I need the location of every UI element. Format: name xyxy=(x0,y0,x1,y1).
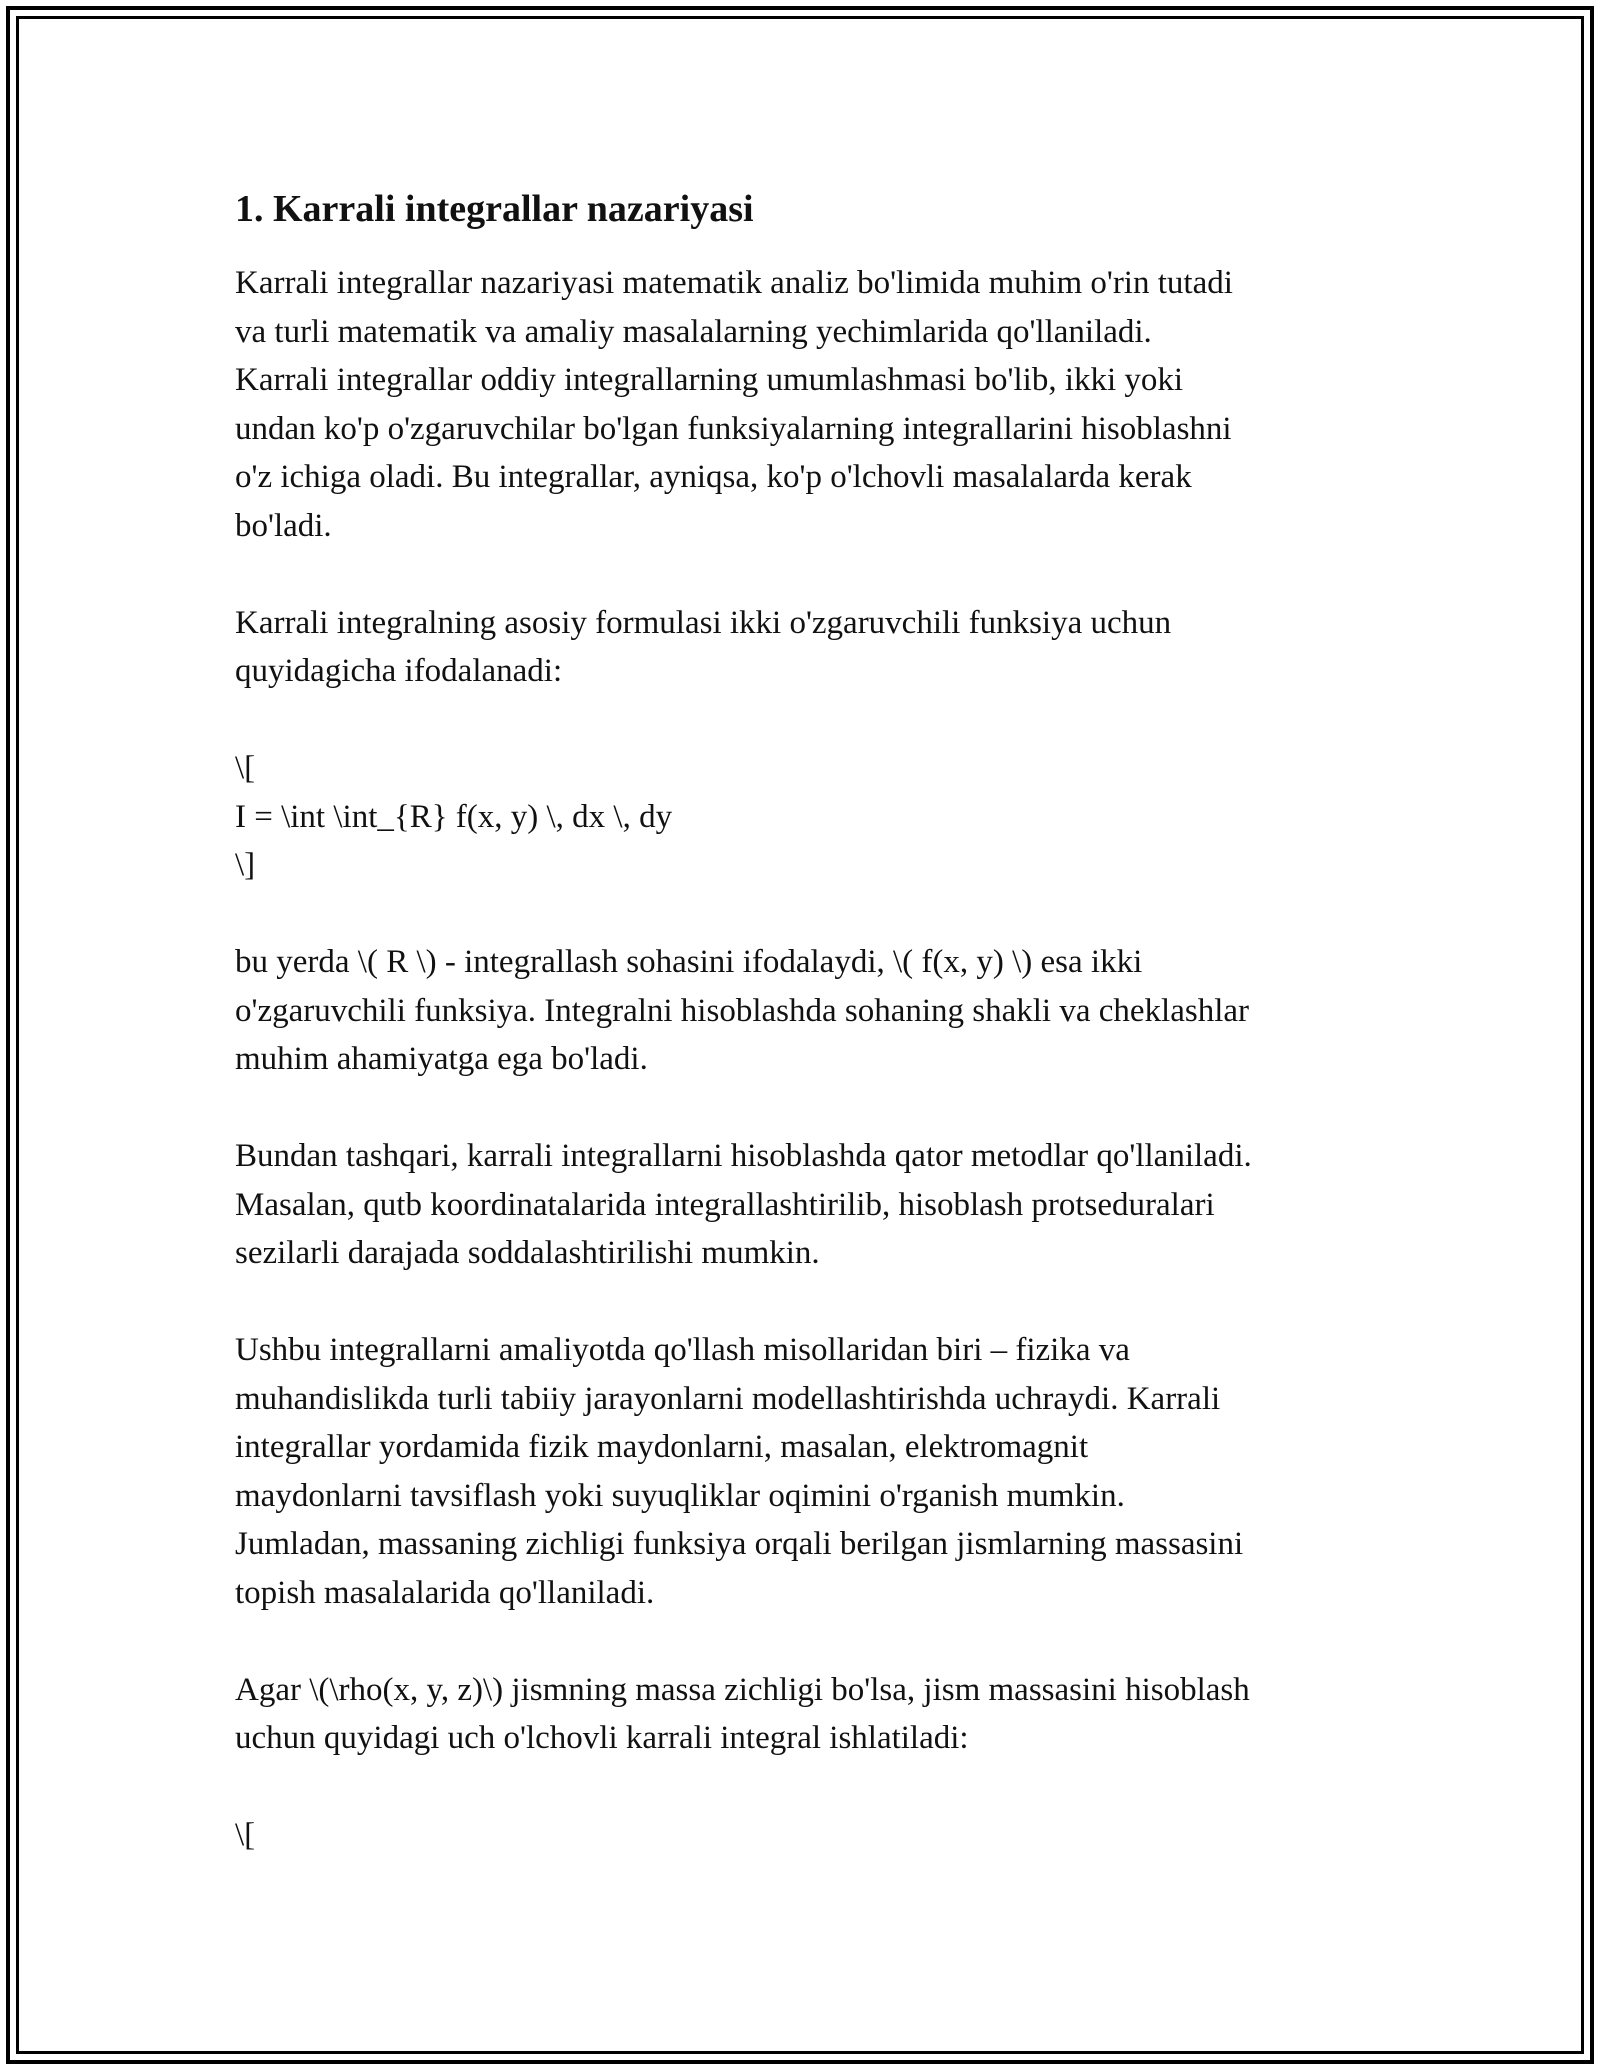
text-line: muhandislikda turli tabiiy jarayonlarni modellashtirishda uchraydi. Karrali xyxy=(235,1380,1221,1417)
text-line: o'z ichiga oladi. Bu integrallar, ayniqsa, ko'p o'lchovli masalalarda kerak xyxy=(235,459,1192,495)
formula-line: \] xyxy=(235,847,256,883)
formula-intro-paragraph xyxy=(235,599,1385,696)
text-line: integrallar yordamida fizik maydonlarni, masalan, elektromagnit xyxy=(235,1429,1089,1465)
section-heading: 1. Karrali integrallar nazariyasi xyxy=(235,188,754,230)
text-line: Agar \(\rho(x, y, z)\) jismning massa zichligi bo'lsa, jism massasini hisoblash xyxy=(235,1671,1250,1708)
text-line: maydonlarni tavsiflash yoki suyuqliklar oqimini o'rganish mumkin. xyxy=(235,1477,1125,1514)
formula-line: \[ xyxy=(235,1817,256,1853)
double-integral-formula xyxy=(235,744,1385,890)
text-line: uchun quyidagi uch o'lchovli karrali integral ishlatiladi: xyxy=(235,1720,969,1756)
text-line: undan ko'p o'zgaruvchilar bo'lgan funksiyalarning integrallarini hisoblashni xyxy=(235,410,1232,447)
triple-integral-formula-start xyxy=(235,1811,1385,1860)
density-paragraph xyxy=(235,1666,1385,1763)
methods-paragraph xyxy=(235,1132,1385,1278)
text-line: bo'ladi. xyxy=(235,507,332,544)
text-line: Masalan, qutb koordinatalarida integrallashtirilib, hisoblash protseduralari xyxy=(235,1186,1215,1223)
text-line: bu yerda \( R \) - integrallash sohasini ifodalaydi, \( f(x, y) \) esa ikki xyxy=(235,944,1143,980)
text-line: topish masalalarida qo'llaniladi. xyxy=(235,1574,655,1611)
text-line: muhim ahamiyatga ega bo'ladi. xyxy=(235,1041,648,1077)
text-line: Karrali integrallar nazariyasi matematik analiz bo'limida muhim o'rin tutadi xyxy=(235,265,1233,301)
text-line: Bundan tashqari, karrali integrallarni hisoblashda qator metodlar qo'llaniladi. xyxy=(235,1138,1252,1174)
applications-paragraph xyxy=(235,1326,1385,1617)
text-line: Jumladan, massaning zichligi funksiya orqali berilgan jismlarning massasini xyxy=(235,1526,1244,1562)
text-line: o'zgaruvchili funksiya. Integralni hisoblashda sohaning shakli va cheklashlar xyxy=(235,992,1250,1029)
text-line: Ushbu integrallarni amaliyotda qo'llash misollaridan biri – fizika va xyxy=(235,1332,1130,1368)
text-line: va turli matematik va amaliy masalalarning yechimlarida qo'llaniladi. xyxy=(235,313,1152,350)
text-line: quyidagicha ifodalanadi: xyxy=(235,653,563,689)
intro-paragraph xyxy=(235,259,1385,550)
formula-explanation-paragraph xyxy=(235,938,1385,1084)
formula-line: I = \int \int_{R} f(x, y) \, dx \, dy xyxy=(235,798,673,835)
text-line: sezilarli darajada soddalashtirilishi mumkin. xyxy=(235,1235,820,1271)
formula-line: \[ xyxy=(235,750,256,786)
document-body xyxy=(235,185,1385,1908)
text-line: Karrali integrallar oddiy integrallarning umumlashmasi bo'lib, ikki yoki xyxy=(235,362,1184,398)
text-line: Karrali integralning asosiy formulasi ikki o'zgaruvchili funksiya uchun xyxy=(235,604,1172,641)
